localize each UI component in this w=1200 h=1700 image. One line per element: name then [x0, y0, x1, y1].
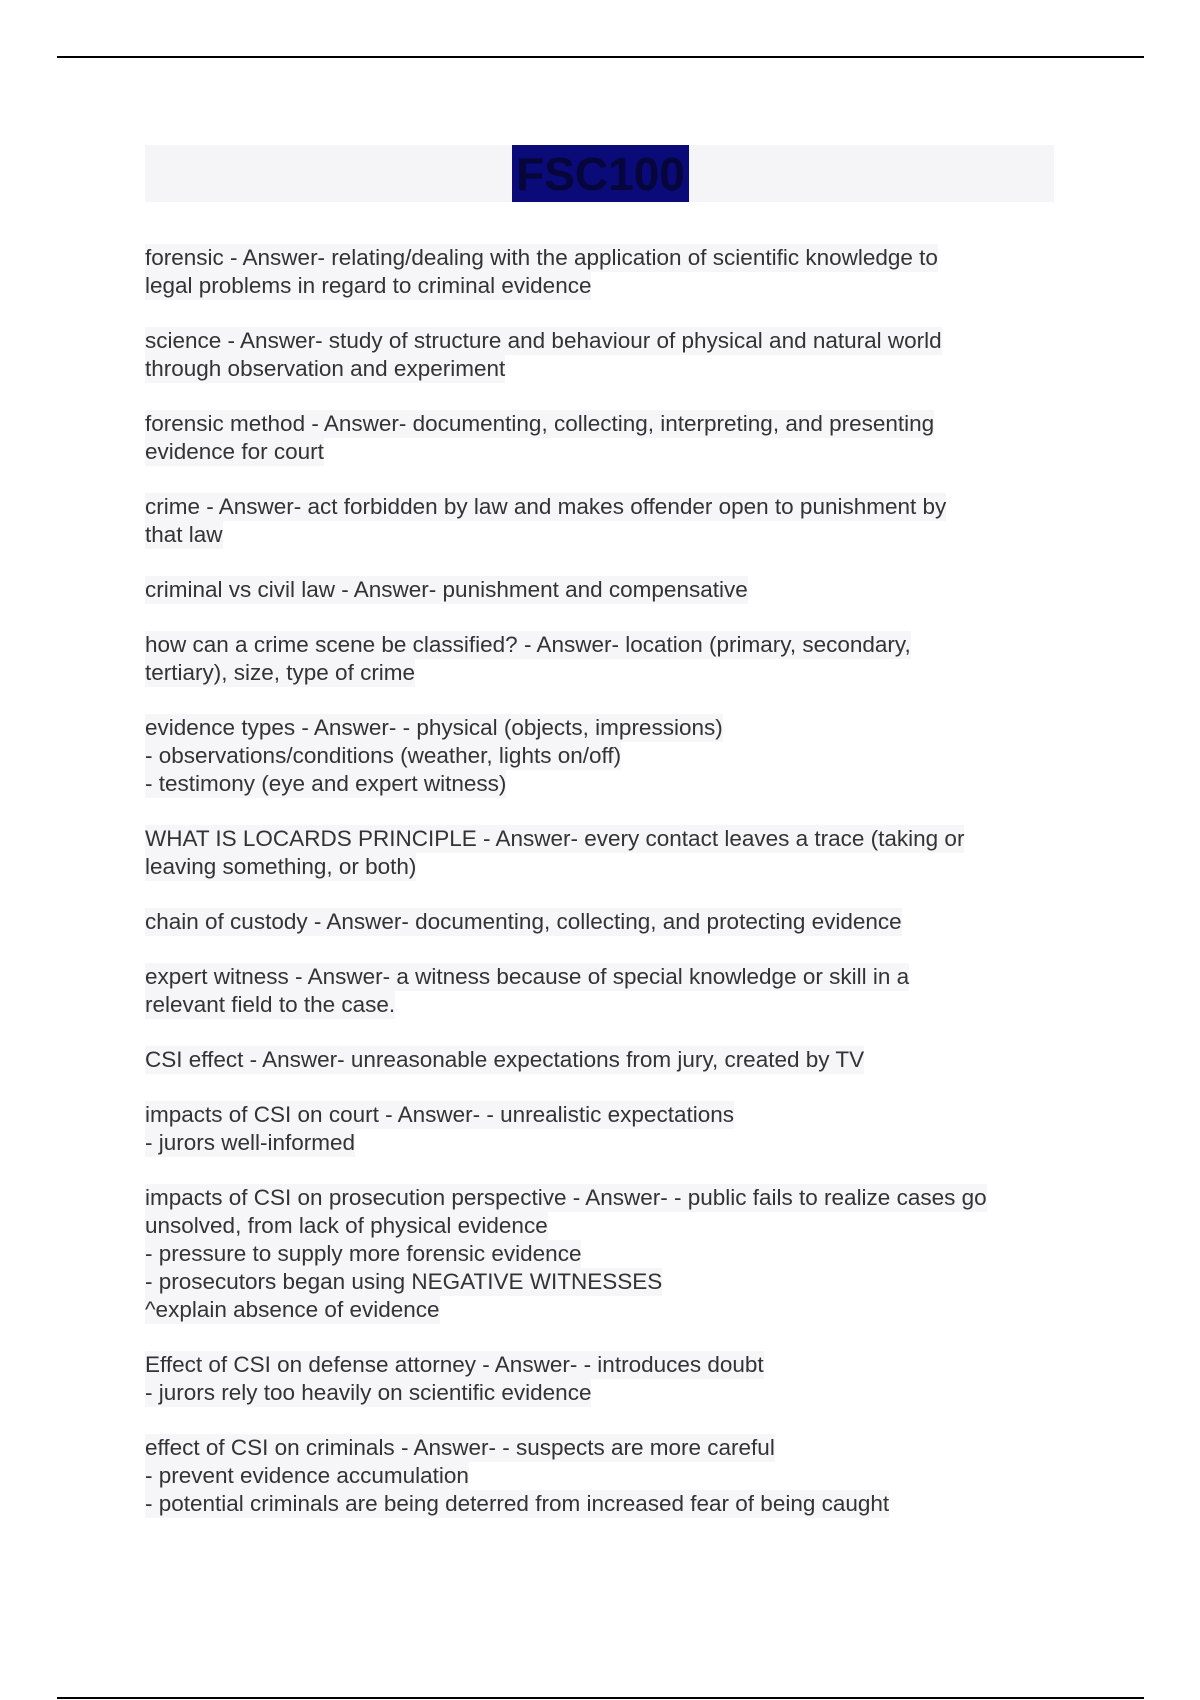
qa-entry-line: CSI effect - Answer- unreasonable expectations from jury, created by TV [145, 1047, 865, 1072]
qa-entry-line: forensic method - Answer- documenting, collecting, interpreting, and presenting [145, 411, 935, 436]
qa-entry-line: Effect of CSI on defense attorney - Answer- - introduces doubt [145, 1352, 764, 1377]
qa-entry-line: impacts of CSI on court - Answer- - unrealistic expectations [145, 1102, 734, 1127]
qa-entry-line: evidence types - Answer- - physical (objects, impressions) [145, 715, 723, 740]
qa-entry-line: that law [145, 522, 223, 547]
qa-entry [145, 410, 1065, 466]
qa-entry-line: crime - Answer- act forbidden by law and makes offender open to punishment by [145, 494, 947, 519]
qa-entry-line: ^explain absence of evidence [145, 1297, 440, 1322]
qa-entry-line: chain of custody - Answer- documenting, collecting, and protecting evidence [145, 909, 902, 934]
qa-entry [145, 825, 1065, 881]
qa-entry-line: effect of CSI on criminals - Answer- - suspects are more careful [145, 1435, 775, 1460]
qa-entry [145, 327, 1065, 383]
qa-entry-line: science - Answer- study of structure and behaviour of physical and natural world [145, 328, 942, 353]
qa-entry-line: - jurors well-informed [145, 1130, 356, 1155]
qa-entry [145, 576, 1065, 604]
qa-entry [145, 244, 1065, 300]
qa-entry-line: - testimony (eye and expert witness) [145, 771, 507, 796]
qa-entry-line: WHAT IS LOCARDS PRINCIPLE - Answer- every contact leaves a trace (taking or [145, 826, 965, 851]
qa-entry [145, 714, 1065, 798]
qa-list [145, 244, 1065, 1545]
qa-entry [145, 963, 1065, 1019]
qa-entry-line: legal problems in regard to criminal evidence [145, 273, 592, 298]
qa-entry-line: unsolved, from lack of physical evidence [145, 1213, 548, 1238]
qa-entry [145, 1351, 1065, 1407]
qa-entry-line: leaving something, or both) [145, 854, 417, 879]
qa-entry [145, 1101, 1065, 1157]
qa-entry-line: - jurors rely too heavily on scientific evidence [145, 1380, 592, 1405]
qa-entry [145, 1434, 1065, 1518]
qa-entry-line: through observation and experiment [145, 356, 506, 381]
qa-entry-line: relevant field to the case. [145, 992, 396, 1017]
qa-entry [145, 1184, 1065, 1324]
qa-entry-line: - prosecutors began using NEGATIVE WITNESSES [145, 1269, 663, 1294]
footer-rule [57, 1697, 1144, 1699]
qa-entry-line: impacts of CSI on prosecution perspective - Answer- - public fails to realize cases go [145, 1185, 987, 1210]
qa-entry [145, 1046, 1065, 1074]
qa-entry [145, 908, 1065, 936]
qa-entry-line: how can a crime scene be classified? - Answer- location (primary, secondary, [145, 632, 911, 657]
qa-entry-line: tertiary), size, type of crime [145, 660, 416, 685]
qa-entry-line: evidence for court [145, 439, 324, 464]
document-title: FSC100 [512, 145, 689, 202]
qa-entry [145, 493, 1065, 549]
qa-entry [145, 631, 1065, 687]
qa-entry-line: - observations/conditions (weather, lights on/off) [145, 743, 622, 768]
qa-entry-line: - pressure to supply more forensic evidence [145, 1241, 582, 1266]
qa-entry-line: expert witness - Answer- a witness because of special knowledge or skill in a [145, 964, 910, 989]
qa-entry-line: - prevent evidence accumulation [145, 1463, 469, 1488]
header-rule [57, 56, 1144, 58]
qa-entry-line: - potential criminals are being deterred from increased fear of being caught [145, 1491, 890, 1516]
qa-entry-line: forensic - Answer- relating/dealing with the application of scientific knowledge to [145, 245, 938, 270]
qa-entry-line: criminal vs civil law - Answer- punishment and compensative [145, 577, 748, 602]
